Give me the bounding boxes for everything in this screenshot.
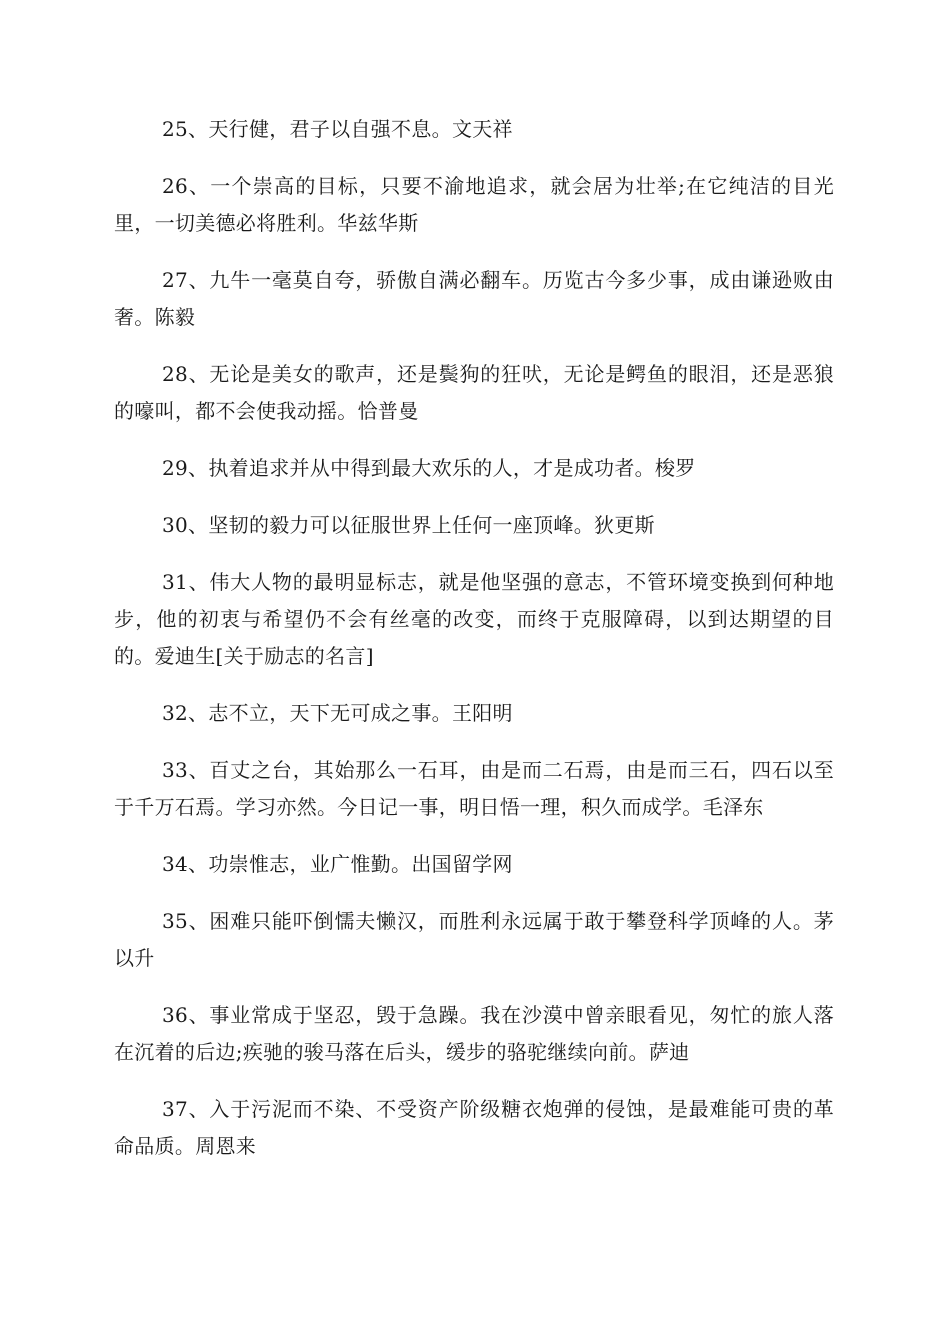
quote-paragraph: 32、志不立，天下无可成之事。王阳明 — [162, 701, 513, 725]
quote-list — [114, 111, 834, 1185]
quote-paragraph: 33、百丈之台，其始那么一石耳，由是而二石焉，由是而三石，四石以至于千万石焉。学习亦然。今日记一事，明日悟一理，积久而成学。毛泽东 — [114, 758, 834, 819]
quote-paragraph: 35、困难只能吓倒懦夫懒汉，而胜利永远属于敢于攀登科学顶峰的人。茅以升 — [114, 909, 834, 970]
quote-paragraph: 34、功崇惟志，业广惟勤。出国留学网 — [162, 852, 513, 876]
quote-paragraph: 25、天行健，君子以自强不息。文天祥 — [162, 117, 513, 141]
quote-paragraph: 27、九牛一毫莫自夸，骄傲自满必翻车。历览古今多少事，成由谦逊败由奢。陈毅 — [114, 268, 834, 329]
quote-paragraph: 36、事业常成于坚忍，毁于急躁。我在沙漠中曾亲眼看见，匆忙的旅人落在沉着的后边;疾驰的骏马落在后头，缓步的骆驼继续向前。萨迪 — [114, 1003, 834, 1064]
quote-paragraph: 26、一个崇高的目标，只要不渝地追求，就会居为壮举;在它纯洁的目光里，一切美德必将胜利。华兹华斯 — [114, 174, 834, 235]
quote-paragraph: 29、执着追求并从中得到最大欢乐的人，才是成功者。梭罗 — [162, 456, 696, 480]
quote-paragraph: 30、坚韧的毅力可以征服世界上任何一座顶峰。狄更斯 — [162, 513, 655, 537]
quote-paragraph: 28、无论是美女的歌声，还是鬓狗的狂吠，无论是鳄鱼的眼泪，还是恶狼的嚎叫，都不会使我动摇。恰普曼 — [114, 362, 834, 423]
quote-paragraph: 37、入于污泥而不染、不受资产阶级糖衣炮弹的侵蚀，是最难能可贵的革命品质。周恩来 — [114, 1097, 834, 1158]
quote-paragraph: 31、伟大人物的最明显标志，就是他坚强的意志，不管环境变换到何种地步，他的初衷与希望仍不会有丝毫的改变，而终于克服障碍，以到达期望的目的。爱迪生[关于励志的名言] — [114, 570, 834, 668]
